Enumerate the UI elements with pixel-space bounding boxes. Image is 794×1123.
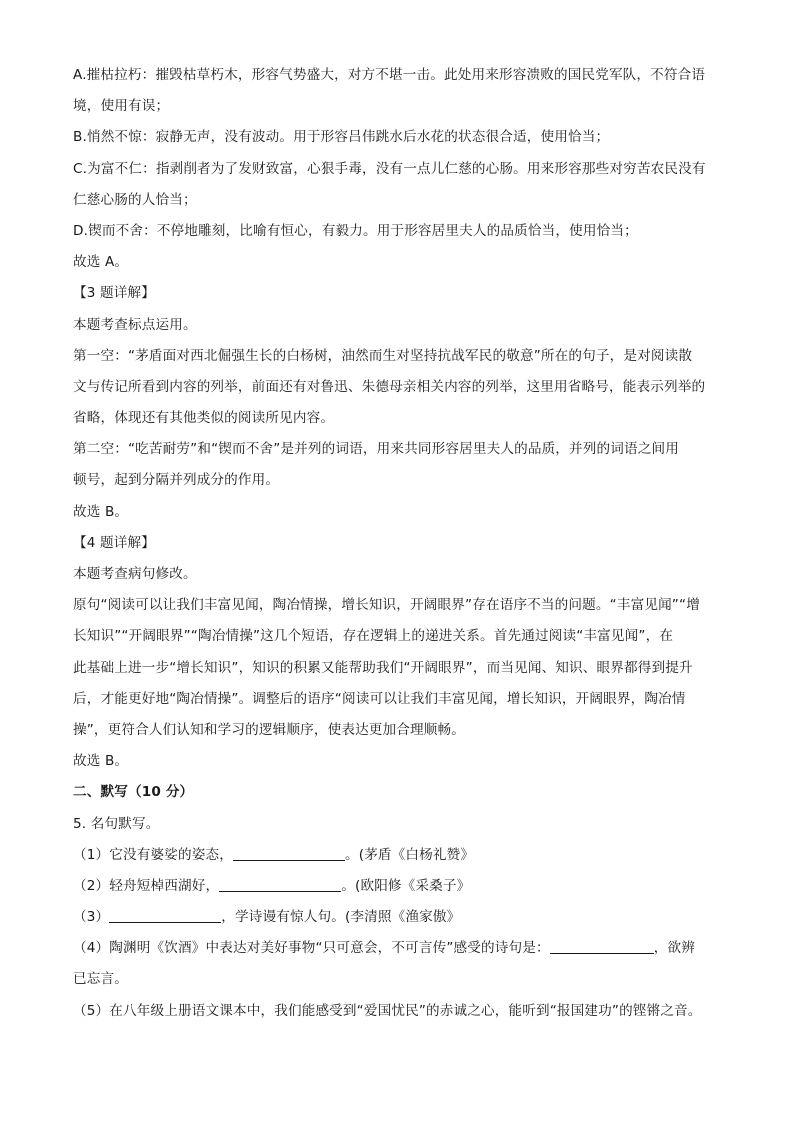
question-item bbox=[73, 902, 733, 933]
item-text: 。(茅盾《白杨礼赞》 bbox=[344, 846, 475, 863]
text-line: 此基础上进一步“增长知识”，知识的积累又能帮助我们“开阔眼界”，而当见闻、知识、眼界都得到提升 bbox=[73, 659, 693, 676]
text-line: 顿号，起到分隔并列成分的作用。 bbox=[73, 472, 280, 489]
text-line: C.为富不仁：指剥削者为了发财致富，心狠手毒，没有一点儿仁慈的心肠。用来形容那些对穷苦农民没有 bbox=[73, 160, 706, 177]
question-item bbox=[73, 933, 733, 964]
text-line: 本题考查病句修改。 bbox=[73, 566, 197, 582]
answer-line: 故选 A。 bbox=[73, 254, 129, 271]
subsection-heading: 【4 题详解】 bbox=[73, 534, 155, 551]
question-intro: 5. 名句默写。 bbox=[73, 815, 160, 832]
answer-blank[interactable] bbox=[109, 908, 221, 923]
answer-blank[interactable] bbox=[219, 877, 341, 892]
text-line: 境，使用有误； bbox=[73, 98, 170, 115]
question-item bbox=[73, 871, 733, 902]
question-item-continuation: 已忘言。 bbox=[73, 971, 128, 988]
text-line: 仁慈心肠的人恰当； bbox=[73, 191, 197, 208]
item-text: 。(欧阳修《采桑子》 bbox=[341, 877, 471, 894]
text-line: 文与传记所看到内容的列举，前面还有对鲁迅、朱德母亲相关内容的列举，这里用省略号，能表示列举的 bbox=[73, 378, 706, 395]
answer-line: 故选 B。 bbox=[73, 753, 129, 770]
item-text: ，欲辨 bbox=[653, 940, 695, 957]
text-line: 原句“阅读可以让我们丰富见闻，陶冶情操，增长知识，开阔眼界”存在语序不当的问题。“丰富见闻”“增 bbox=[73, 597, 700, 614]
text-line: 操”，更符合人们认知和学习的逻辑顺序，使表达更加合理顺畅。 bbox=[73, 721, 466, 738]
text-line: 第一空：“茅盾面对西北倔强生长的白杨树，油然而生对坚持抗战军民的敬意”所在的句子，是对阅读散 bbox=[73, 347, 693, 364]
text-line: 省略，体现还有其他类似的阅读所见内容。 bbox=[73, 410, 335, 427]
answer-line: 故选 B。 bbox=[73, 503, 129, 520]
text-line: 长知识”“开阔眼界”“陶冶情操”这几个短语，存在逻辑上的递进关系。首先通过阅读“丰富见闻”，在 bbox=[73, 628, 674, 645]
text-line: 第二空：“吃苦耐劳”和“锲而不舍”是并列的词语，用来共同形容居里夫人的品质，并列的词语之间用 bbox=[73, 441, 680, 458]
text-line: D.锲而不舍：不停地雕刻，比喻有恒心，有毅力。用于形容居里夫人的品质恰当，使用恰当； bbox=[73, 222, 638, 239]
section-title: 二、默写（10 分） bbox=[73, 784, 194, 801]
subsection-heading: 【3 题详解】 bbox=[73, 285, 155, 302]
item-text: （2）轻舟短棹西湖好， bbox=[73, 877, 220, 894]
document-page bbox=[73, 60, 733, 1027]
item-text: （3） bbox=[73, 909, 110, 926]
item-text: （4）陶渊明《饮酒》中表达对美好事物“只可意会，不可言传”感受的诗句是： bbox=[73, 940, 550, 957]
item-text: ，学诗谩有惊人句。(李清照《渔家傲》 bbox=[221, 909, 461, 926]
question-item: （5）在八年级上册语文课本中，我们能感受到“爱国忧民”的赤诚之心，能听到“报国建功”的铿锵之音。 bbox=[73, 1002, 702, 1019]
text-line: 后，才能更好地“陶冶情操”。调整后的语序“阅读可以让我们丰富见闻，增长知识，开阔眼界，陶冶情 bbox=[73, 690, 686, 707]
text-line: 本题考查标点运用。 bbox=[73, 316, 197, 333]
item-text: （1）它没有婆娑的姿态， bbox=[73, 846, 233, 863]
text-line: A.摧枯拉朽：摧毁枯草朽木，形容气势盛大，对方不堪一击。此处用来形容溃败的国民党军队，不符合语 bbox=[73, 67, 706, 83]
answer-blank[interactable] bbox=[233, 846, 345, 861]
answer-blank[interactable] bbox=[550, 939, 654, 954]
question-item bbox=[73, 840, 733, 871]
text-line: B.悄然不惊：寂静无声，没有波动。用于形容吕伟跳水后水花的状态很合适，使用恰当； bbox=[73, 129, 610, 146]
